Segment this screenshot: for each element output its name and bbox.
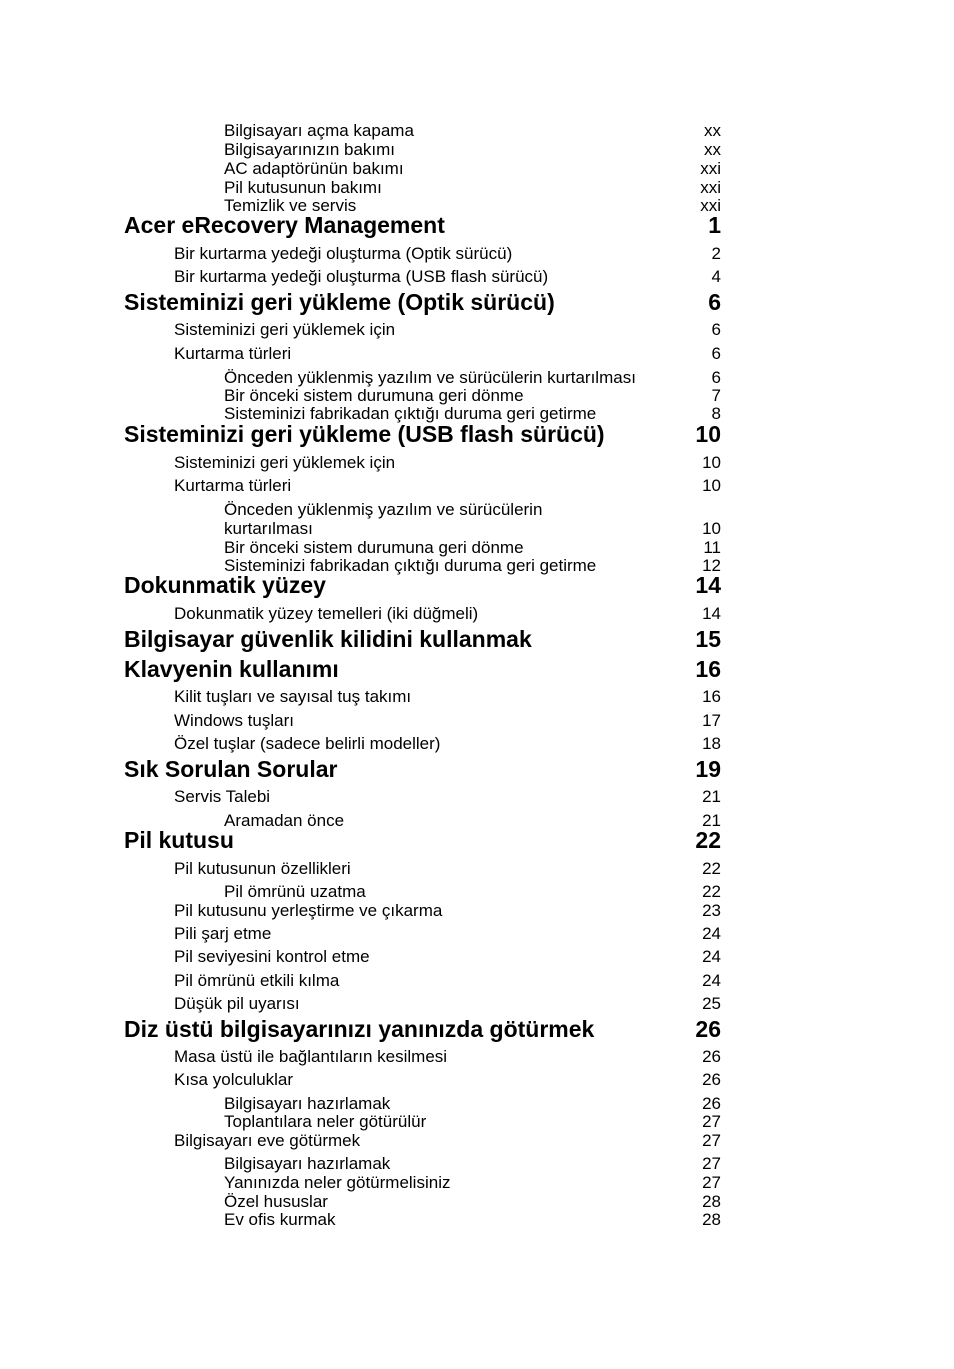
toc-entry — [174, 734, 721, 754]
toc-chapter — [124, 572, 721, 598]
toc-chapter — [124, 626, 721, 652]
toc-title: Önceden yüklenmiş yazılım ve sürücülerin kurtarılması — [224, 500, 543, 538]
toc-page: 6 — [708, 289, 721, 315]
toc-page: 22 — [702, 882, 721, 901]
toc-title: Sisteminizi geri yükleme (USB flash sürücü) — [124, 421, 605, 447]
toc-title: Düşük pil uyarısı — [174, 994, 300, 1013]
toc-entry — [224, 1154, 721, 1173]
toc-entry — [224, 538, 721, 557]
toc-title: Temizlik ve servis — [224, 196, 357, 215]
toc-page: 23 — [702, 901, 721, 920]
toc-page: 27 — [702, 1154, 721, 1173]
toc-entry — [224, 1094, 721, 1113]
toc-entry — [224, 178, 721, 197]
toc-page: 21 — [702, 787, 721, 806]
toc-title: Aramadan önce — [224, 811, 345, 830]
toc-page: 12 — [702, 556, 721, 575]
toc-entry — [174, 947, 721, 967]
toc-title: Klavyenin kullanımı — [124, 656, 339, 682]
toc-title: Pil seviyesini kontrol etme — [174, 947, 370, 966]
toc-title: Sık Sorulan Sorular — [124, 756, 338, 782]
toc-title: Bilgisayarı eve götürmek — [174, 1131, 361, 1150]
toc-page: xxi — [700, 159, 721, 178]
toc-title: Kurtarma türleri — [174, 476, 292, 495]
toc-title: Sisteminizi geri yükleme (Optik sürücü) — [124, 289, 555, 315]
toc-title: Bilgisayarı hazırlamak — [224, 1094, 391, 1113]
toc-entry — [174, 604, 721, 624]
toc-page: 7 — [711, 386, 721, 405]
toc-page: 14 — [695, 572, 721, 598]
toc-page: 26 — [702, 1047, 721, 1066]
toc-page: 18 — [702, 734, 721, 753]
toc-title: Önceden yüklenmiş yazılım ve sürücülerin kurtarılması — [224, 368, 636, 387]
toc-title: Pil kutusunu yerleştirme ve çıkarma — [174, 901, 443, 920]
toc-title: Toplantılara neler götürülür — [224, 1112, 427, 1131]
toc-chapter — [124, 289, 721, 315]
toc-title: Bilgisayarı açma kapama — [224, 121, 414, 140]
toc-title: Sisteminizi fabrikadan çıktığı duruma geri getirme — [224, 556, 597, 575]
toc-title: Dokunmatik yüzey temelleri (iki düğmeli) — [174, 604, 479, 623]
toc-page: xx — [704, 140, 721, 159]
toc-title: Özel hususlar — [224, 1192, 328, 1211]
toc-title: Dokunmatik yüzey — [124, 572, 326, 598]
toc-entry — [224, 368, 721, 387]
toc-page: 10 — [702, 476, 721, 495]
toc-page: xxi — [700, 178, 721, 197]
toc-entry — [174, 711, 721, 731]
toc-title: Bir önceki sistem durumuna geri dönme — [224, 386, 524, 405]
toc-entry — [174, 901, 721, 921]
toc-page: 6 — [711, 320, 721, 339]
toc-title: Masa üstü ile bağlantıların kesilmesi — [174, 1047, 448, 1066]
toc-entry — [224, 882, 721, 901]
toc-chapter — [124, 421, 721, 447]
toc-title: Sisteminizi fabrikadan çıktığı duruma geri getirme — [224, 404, 597, 423]
toc-title: Kurtarma türleri — [174, 344, 292, 363]
toc-page: 25 — [702, 994, 721, 1013]
toc-entry — [174, 267, 721, 287]
toc-page: 26 — [702, 1094, 721, 1113]
toc-title: Özel tuşlar (sadece belirli modeller) — [174, 734, 441, 753]
toc-chapter — [124, 827, 721, 853]
toc-page: xx — [704, 121, 721, 140]
toc-title: Bilgisayarı hazırlamak — [224, 1154, 391, 1173]
toc-title: Bilgisayarınızın bakımı — [224, 140, 396, 159]
toc-entry — [174, 244, 721, 264]
toc-page: 16 — [702, 687, 721, 706]
toc-page: 27 — [702, 1173, 721, 1192]
toc-chapter — [124, 656, 721, 682]
toc-entry — [224, 1173, 721, 1192]
toc-entry — [224, 500, 721, 538]
toc-chapter — [124, 212, 721, 238]
toc-chapter — [124, 1016, 721, 1042]
toc-title: Pil ömrünü etkili kılma — [174, 971, 340, 990]
toc-title: Pil kutusunun özellikleri — [174, 859, 351, 878]
toc-entry — [224, 1210, 721, 1229]
toc-title: Diz üstü bilgisayarınızı yanınızda götürmek — [124, 1016, 595, 1042]
toc-entry — [224, 140, 721, 159]
toc-title: Pil ömrünü uzatma — [224, 882, 366, 901]
toc-page: 16 — [695, 656, 721, 682]
toc-page: 28 — [702, 1192, 721, 1211]
toc-title: Sisteminizi geri yüklemek için — [174, 453, 396, 472]
toc-entry — [174, 687, 721, 707]
toc-title: Pil kutusunun bakımı — [224, 178, 382, 197]
toc-page: 1 — [708, 212, 721, 238]
toc-title: Servis Talebi — [174, 787, 271, 806]
toc-entry — [174, 1070, 721, 1090]
toc-entry — [174, 787, 721, 807]
toc-page: 10 — [702, 519, 721, 538]
toc-entry — [174, 1047, 721, 1067]
toc-entry — [224, 159, 721, 178]
toc-title: Windows tuşları — [174, 711, 294, 730]
toc-page: 28 — [702, 1210, 721, 1229]
toc-page: 10 — [702, 453, 721, 472]
toc-title: Bir kurtarma yedeği oluşturma (USB flash sürücü) — [174, 267, 549, 286]
toc-title: Ev ofis kurmak — [224, 1210, 336, 1229]
toc-page: 22 — [695, 827, 721, 853]
toc-entry — [224, 121, 721, 140]
toc-page: 6 — [711, 368, 721, 387]
toc-page: 27 — [702, 1131, 721, 1150]
toc-page: 26 — [702, 1070, 721, 1089]
toc-page: 4 — [711, 267, 721, 286]
toc-page: 15 — [695, 626, 721, 652]
toc-entry — [174, 344, 721, 364]
toc-title: Acer eRecovery Management — [124, 212, 445, 238]
toc-page: 24 — [702, 971, 721, 990]
toc-page: 10 — [695, 421, 721, 447]
toc-page: xxi — [700, 196, 721, 215]
toc-entry — [174, 859, 721, 879]
toc-entry — [174, 994, 721, 1014]
toc-page: 24 — [702, 947, 721, 966]
toc-page: 11 — [703, 538, 721, 557]
toc-entry — [174, 971, 721, 991]
toc-title: Kısa yolculuklar — [174, 1070, 294, 1089]
toc-page: 21 — [702, 811, 721, 830]
toc-page: 19 — [695, 756, 721, 782]
toc-chapter — [124, 756, 721, 782]
toc-entry — [174, 453, 721, 473]
toc-entry — [224, 386, 721, 405]
toc-page: 2 — [711, 244, 721, 263]
toc-title: Bir kurtarma yedeği oluşturma (Optik sürücü) — [174, 244, 513, 263]
toc-entry — [224, 1112, 721, 1131]
toc-title: Sisteminizi geri yüklemek için — [174, 320, 396, 339]
toc-page: 14 — [702, 604, 721, 623]
toc-entry — [174, 924, 721, 944]
toc-title: Yanınızda neler götürmelisiniz — [224, 1173, 451, 1192]
toc-page: 24 — [702, 924, 721, 943]
toc-entry — [224, 1192, 721, 1211]
toc-entry — [174, 476, 721, 496]
toc-title: Kilit tuşları ve sayısal tuş takımı — [174, 687, 412, 706]
toc-title: Pil kutusu — [124, 827, 234, 853]
toc-page: 26 — [695, 1016, 721, 1042]
toc-title: Bir önceki sistem durumuna geri dönme — [224, 538, 524, 557]
toc-page: 22 — [702, 859, 721, 878]
toc-page: 6 — [711, 344, 721, 363]
toc-page: 27 — [702, 1112, 721, 1131]
toc-title: Bilgisayar güvenlik kilidini kullanmak — [124, 626, 532, 652]
toc-title: Pili şarj etme — [174, 924, 272, 943]
toc-page: 17 — [702, 711, 721, 730]
toc-title: AC adaptörünün bakımı — [224, 159, 404, 178]
toc-entry — [174, 320, 721, 340]
toc-entry — [174, 1131, 721, 1151]
toc-page: 8 — [711, 404, 721, 423]
